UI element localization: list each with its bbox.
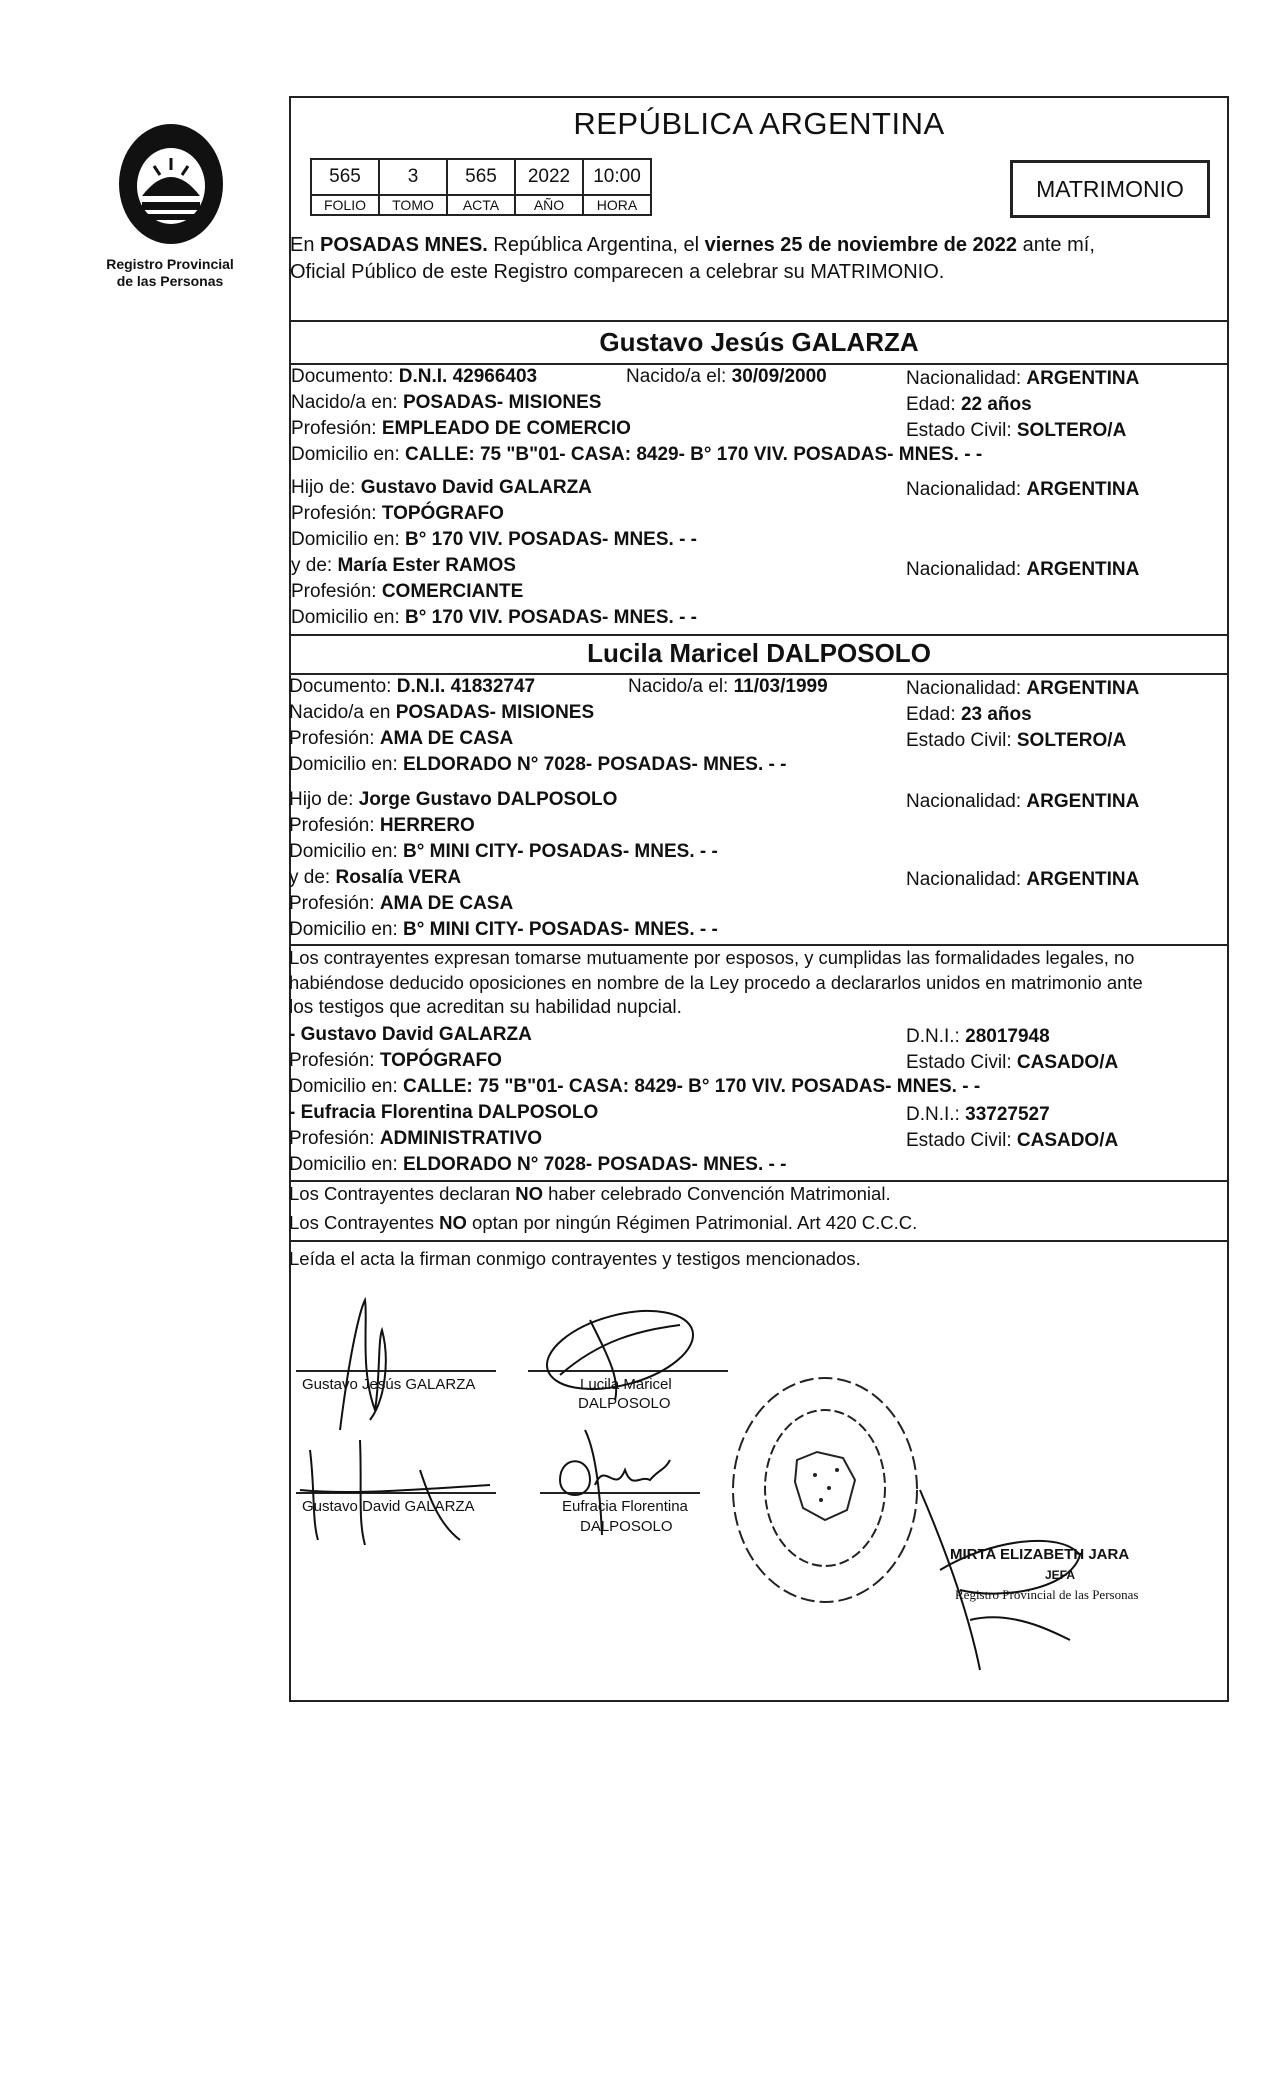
folio-value: 565 [311,159,379,195]
groom-mother-address: Domicilio en: B° 170 VIV. POSADAS- MNES. - - [291,607,698,628]
bride-signature-icon [520,1300,730,1410]
groom-father: Hijo de: Gustavo David GALARZA [291,477,592,498]
witness-2-profession: Profesión: ADMINISTRATIVO [289,1128,543,1149]
bride-name: Lucila Maricel DALPOSOLO [587,638,931,668]
province-logo [112,118,230,250]
bride-nationality: Nacionalidad: ARGENTINA [906,678,1140,699]
witness-2-address: Domicilio en: ELDORADO N° 7028- POSADAS- MNES. - - [289,1154,787,1175]
official-org: Registro Provincial de las Personas [955,1587,1139,1602]
province-seal-icon [112,118,230,250]
hour-label: HORA [583,195,651,215]
record-table [310,158,652,216]
groom-profession: Profesión: EMPLEADO DE COMERCIO [291,418,631,439]
regime-line-2: Los Contrayentes NO optan por ningún Régimen Patrimonial. Art 420 C.C.C. [289,1212,918,1233]
hour-value: 10:00 [583,159,651,195]
registry-stamp-icon [725,1370,925,1610]
acta-value: 565 [447,159,515,195]
groom-birthdate: Nacido/a el: 30/09/2000 [626,366,827,387]
bride-birthplace: Nacido/a en POSADAS- MISIONES [289,702,595,723]
bride-signature-label-1: Lucila Maricel [580,1376,672,1393]
groom-signature-label: Gustavo Jesús GALARZA [302,1376,476,1393]
page-title: REPÚBLICA ARGENTINA [573,106,945,141]
groom-civil-status: Estado Civil: SOLTERO/A [906,420,1127,441]
bride-father-address: Domicilio en: B° MINI CITY- POSADAS- MNES. - - [289,841,718,862]
witness-2-signature-label-2: DALPOSOLO [580,1518,673,1535]
logo-caption-1: Registro Provincial [106,256,234,272]
bride-mother-nationality: Nacionalidad: ARGENTINA [906,869,1140,890]
statement-line-1: Los contrayentes expresan tomarse mutuamente por esposos, y cumplidas las formalidades legales, no [289,947,1135,968]
year-label: AÑO [515,195,583,215]
tomo-label: TOMO [379,195,447,215]
bride-mother: y de: Rosalía VERA [289,867,462,888]
groom-document: Documento: D.N.I. 42966403 [291,366,538,387]
groom-mother: y de: María Ester RAMOS [291,555,516,576]
witness-2-signature-label-1: Eufracia Florentina [562,1498,688,1515]
bride-document: Documento: D.N.I. 41832747 [289,676,536,697]
acta-label: ACTA [447,195,515,215]
groom-birthplace: Nacido/a en: POSADAS- MISIONES [291,392,602,413]
witness-1-address: Domicilio en: CALLE: 75 "B"01- CASA: 8429- B° 170 VIV. POSADAS- MNES. - - [289,1076,981,1097]
witness-2-civil-status: Estado Civil: CASADO/A [906,1130,1119,1151]
intro-line-1: En POSADAS MNES. República Argentina, el viernes 25 de noviembre de 2022 ante mí, [290,234,1095,256]
bride-mother-address: Domicilio en: B° MINI CITY- POSADAS- MNES. - - [289,919,718,940]
folio-label: FOLIO [311,195,379,215]
bride-address: Domicilio en: ELDORADO N° 7028- POSADAS- MNES. - - [289,754,787,775]
logo-caption-2: de las Personas [116,273,224,289]
intro-line-2: Oficial Público de este Registro comparecen a celebrar su MATRIMONIO. [290,261,945,283]
witness-2-dni: D.N.I.: 33727527 [906,1104,1050,1125]
bride-father-profession: Profesión: HERRERO [289,815,475,836]
bride-birthdate: Nacido/a el: 11/03/1999 [628,676,828,697]
bride-father: Hijo de: Jorge Gustavo DALPOSOLO [289,789,618,810]
groom-father-nationality: Nacionalidad: ARGENTINA [906,479,1140,500]
closing-text: Leída el acta la firman conmigo contrayentes y testigos mencionados. [289,1248,861,1269]
bride-mother-profession: Profesión: AMA DE CASA [289,893,514,914]
witness-2-name: - Eufracia Florentina DALPOSOLO [289,1102,599,1123]
groom-address: Domicilio en: CALLE: 75 "B"01- CASA: 8429- B° 170 VIV. POSADAS- MNES. - - [291,444,983,465]
bride-age: Edad: 23 años [906,704,1032,725]
tomo-value: 3 [379,159,447,195]
witness-1-profession: Profesión: TOPÓGRAFO [289,1050,502,1071]
year-value: 2022 [515,159,583,195]
official-name: MIRTA ELIZABETH JARA [950,1546,1130,1563]
witness-2-signature-icon [540,1400,680,1540]
regime-line-1: Los Contrayentes declaran NO haber celebrado Convención Matrimonial. [289,1183,891,1204]
record-type-box: MATRIMONIO [1010,160,1210,218]
official-role: JEFA [1045,1568,1076,1582]
statement-line-2: habiéndose deducido oposiciones en nombre de la Ley procedo a declararlos unidos en matrimonio ante [289,972,1143,993]
groom-name: Gustavo Jesús GALARZA [599,327,919,357]
groom-age: Edad: 22 años [906,394,1032,415]
bride-civil-status: Estado Civil: SOLTERO/A [906,730,1127,751]
witness-1-signature-icon [290,1430,510,1550]
groom-signature-icon [320,1290,420,1440]
groom-mother-profession: Profesión: COMERCIANTE [291,581,524,602]
witness-1-dni: D.N.I.: 28017948 [906,1026,1050,1047]
groom-father-profession: Profesión: TOPÓGRAFO [291,503,504,524]
witness-1-civil-status: Estado Civil: CASADO/A [906,1052,1119,1073]
witness-1-signature-label: Gustavo David GALARZA [302,1498,475,1515]
groom-nationality: Nacionalidad: ARGENTINA [906,368,1140,389]
official-signature-icon [910,1480,1110,1680]
groom-mother-nationality: Nacionalidad: ARGENTINA [906,559,1140,580]
statement-line-3: los testigos que acreditan su habilidad nupcial. [289,997,682,1018]
bride-profession: Profesión: AMA DE CASA [289,728,514,749]
witness-1-name: - Gustavo David GALARZA [289,1024,532,1045]
groom-father-address: Domicilio en: B° 170 VIV. POSADAS- MNES. - - [291,529,698,550]
bride-signature-label-2: DALPOSOLO [578,1395,671,1412]
bride-father-nationality: Nacionalidad: ARGENTINA [906,791,1140,812]
